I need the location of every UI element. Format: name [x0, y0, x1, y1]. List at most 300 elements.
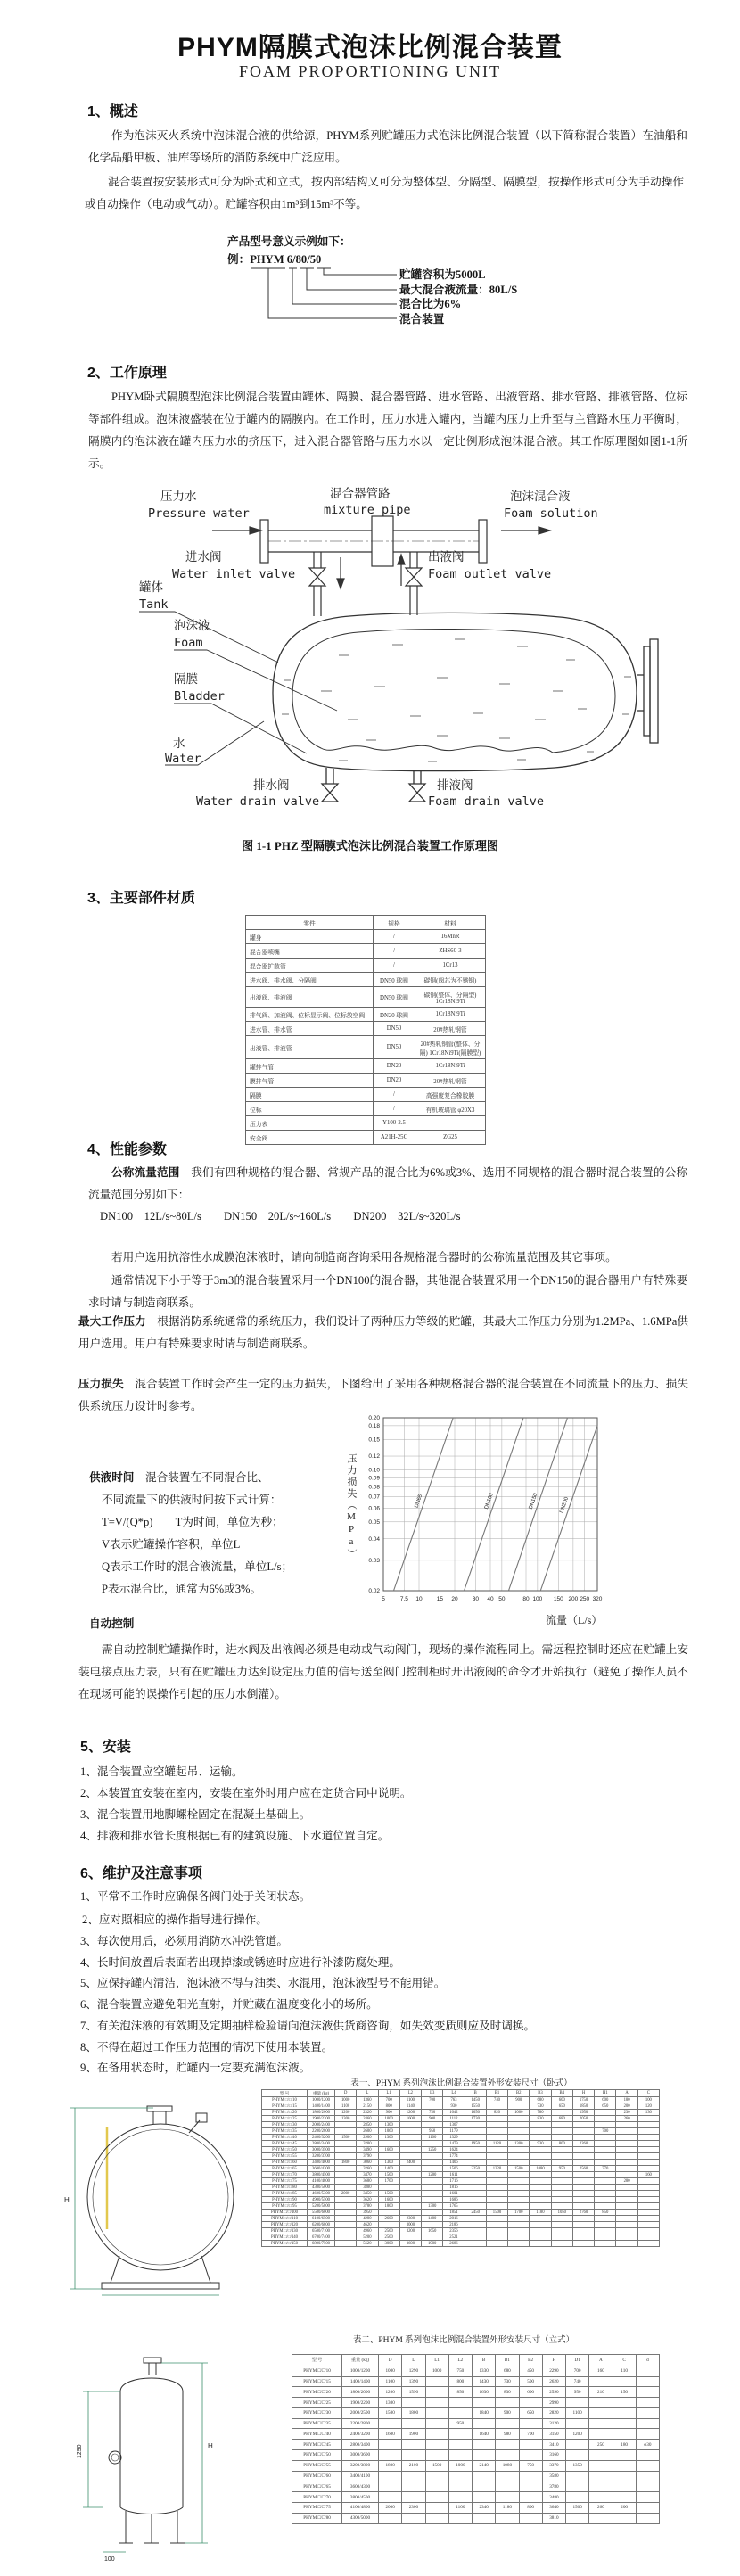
table-row	[246, 987, 486, 1008]
x-tick-label: 7.5	[399, 1596, 408, 1602]
table-cell	[551, 2110, 572, 2116]
table-cell: 1900	[402, 2429, 425, 2440]
table-cell	[616, 2166, 637, 2172]
table-cell	[508, 2116, 530, 2122]
label-mixture-pipe-cn: 混合器管路	[330, 487, 391, 500]
table-cell	[613, 2407, 636, 2418]
table-cell: 2200/2800	[342, 2418, 379, 2429]
table-cell: 2760	[572, 2210, 594, 2216]
table-cell: 1360	[357, 2097, 378, 2103]
table-cell: 2000	[335, 2191, 357, 2197]
table-cell	[637, 2234, 659, 2241]
model-intro: 产品型号意义示例如下：	[227, 235, 351, 248]
table-cell: 3000	[378, 2241, 399, 2247]
table-cell: 进水阀、排水阀、分隔阀	[246, 973, 374, 987]
table-cell	[508, 2234, 530, 2241]
supply-time-line-4: Q表示工作时的混合液流量，单位L/s；	[102, 1560, 293, 1573]
table-cell: DN20	[374, 1059, 415, 1074]
table-cell	[508, 2203, 530, 2210]
table-cell	[636, 2398, 659, 2408]
table-cell	[616, 2191, 637, 2197]
table-cell: 2100	[402, 2460, 425, 2471]
table-row	[292, 2366, 660, 2376]
table-cell: DN50 球阀	[374, 973, 415, 987]
table-cell: PHYM □/□/40	[292, 2429, 342, 2440]
table-row	[292, 2376, 660, 2387]
dim-label-100: 100	[104, 2556, 115, 2563]
table-cell: 隔膜	[246, 1088, 374, 1102]
table-cell	[551, 2216, 572, 2222]
table-cell: A21H-25C	[374, 1131, 415, 1145]
table-cell	[508, 2222, 530, 2228]
table-row	[292, 2418, 660, 2429]
supply-time-line-5: P表示混合比，通常为6%或3%。	[102, 1583, 262, 1595]
table-cell: 3000/3500	[308, 2147, 335, 2153]
table-cell	[637, 2135, 659, 2141]
column-header: A	[616, 2090, 637, 2097]
table-cell	[415, 1116, 486, 1131]
table-cell: 650	[519, 2407, 542, 2418]
table-row	[262, 2116, 660, 2122]
table-cell	[595, 2135, 616, 2141]
table-cell	[551, 2228, 572, 2234]
table-cell	[636, 2502, 659, 2513]
tank-side-flange	[650, 639, 658, 743]
dim-label-h: H	[64, 2196, 70, 2204]
table-cell	[566, 2492, 589, 2503]
section-3-heading: 3、主要部件材质	[87, 891, 195, 906]
table-cell	[486, 2135, 507, 2141]
table-cell	[519, 2450, 542, 2461]
table-cell: PHYM □/□/50	[292, 2450, 342, 2461]
table-cell: PHYM □/□/140	[262, 2234, 308, 2241]
page-subtitle: FOAM PROPORTIONING UNIT	[239, 62, 501, 80]
table-cell: 4300/5000	[342, 2513, 379, 2523]
label-foam-drain-cn: 排液阀	[437, 778, 473, 792]
table-cell: 2800/3400	[308, 2141, 335, 2147]
table-cell	[465, 2241, 486, 2247]
table-cell	[473, 2481, 496, 2492]
table-cell	[613, 2481, 636, 2492]
table-cell: 1900/2200	[308, 2116, 335, 2122]
table-cell	[572, 2122, 594, 2128]
column-header: H	[572, 2090, 594, 2097]
column-header: B1	[496, 2355, 519, 2366]
section-1-paragraph-1: 作为泡沫灭火系统中泡沫混合液的供给源，PHYM系列贮罐压力式泡沫比例混合装置（以下简称混合装置）在油船和化学品船甲板、油库等场所的消防系统中广泛应用。	[88, 129, 687, 164]
table-cell	[379, 2450, 402, 2461]
table-cell	[378, 2185, 399, 2191]
table-cell: 3480	[542, 2492, 565, 2503]
table-cell: 6700/7400	[308, 2234, 335, 2241]
table-cell: 1179	[443, 2128, 465, 2135]
table-row	[246, 1131, 486, 1145]
table-row	[292, 2407, 660, 2418]
flow-range-text: 我们有四种规格的混合器、常规产品的混合比为6%或3%、选用不同规格的混合器时混合装置的公称流量范围分别如下：	[88, 1166, 688, 1201]
table-cell: 1400/1400	[342, 2376, 379, 2387]
table-cell	[572, 2197, 594, 2203]
table-cell	[496, 2398, 519, 2408]
table-cell: 6100/6500	[308, 2216, 335, 2222]
table-cell	[589, 2513, 613, 2523]
table-cell	[636, 2513, 659, 2523]
table-cell: 1700	[378, 2178, 399, 2185]
table-cell	[613, 2376, 636, 2387]
table-cell: 3260	[357, 2166, 378, 2172]
table-cell: 130	[637, 2110, 659, 2116]
series-line	[465, 1418, 524, 1591]
table-cell: 出液阀、排液阀	[246, 987, 374, 1008]
supply-time-label: 供液时间	[89, 1471, 135, 1484]
table-cell: 1500	[378, 2172, 399, 2178]
table-cell: 1500	[378, 2191, 399, 2197]
table-cell: 1500	[486, 2210, 507, 2216]
table-row	[246, 959, 486, 973]
table-cell	[486, 2228, 507, 2234]
table-cell	[425, 2387, 448, 2398]
table-cell	[422, 2122, 443, 2128]
table-cell	[519, 2440, 542, 2450]
table-cell: 1Cr13	[415, 959, 486, 973]
table-cell: 1000/1200	[308, 2097, 335, 2103]
table-cell	[473, 2471, 496, 2481]
table-cell	[572, 2172, 594, 2178]
table-row	[262, 2210, 660, 2216]
table-cell: 1042	[443, 2110, 465, 2116]
table-cell	[636, 2492, 659, 2503]
table-cell: 980	[496, 2429, 519, 2440]
table-cell: PHYM □/□/90	[262, 2197, 308, 2203]
table-cell	[508, 2128, 530, 2135]
table-cell: 2600	[378, 2216, 399, 2222]
table-cell: 2260	[572, 2141, 594, 2147]
table-row	[262, 2203, 660, 2210]
table-cell: 1Cr18Ni9Ti	[415, 1008, 486, 1022]
table-cell	[486, 2216, 507, 2222]
table-cell: PHYM □/□/10	[292, 2366, 342, 2376]
x-tick-label: 80	[522, 1596, 530, 1602]
table-cell	[572, 2234, 594, 2241]
table-cell: 3680	[357, 2178, 378, 2185]
table-row	[292, 2513, 660, 2523]
table-cell	[572, 2203, 594, 2210]
table-cell: 3160	[542, 2450, 565, 2461]
table-cell	[530, 2172, 551, 2178]
table-cell: 700	[378, 2097, 399, 2103]
y-tick-label: 0.03	[368, 1558, 380, 1565]
table-cell: 碳钢(整体、分隔型) 1Cr18Ni9Ti	[415, 987, 486, 1008]
table-cell: DN20 球阀	[374, 1008, 415, 1022]
table-cell: 4960	[357, 2228, 378, 2234]
table-cell: 1730	[465, 2116, 486, 2122]
table-cell: PHYM □/□/100	[262, 2210, 308, 2216]
table-cell	[551, 2178, 572, 2185]
table-cell: 罐身	[246, 930, 374, 944]
table-cell	[378, 2222, 399, 2228]
table-cell	[572, 2135, 594, 2141]
table-cell: 位标	[246, 1102, 374, 1116]
table-cell: 2450	[465, 2210, 486, 2216]
column-header: L2	[399, 2090, 421, 2097]
table-cell	[379, 2471, 402, 2481]
table-row	[262, 2110, 660, 2116]
table-cell	[636, 2376, 659, 2387]
table-cell: 1640	[473, 2429, 496, 2440]
table-cell: 20#热轧钢管	[415, 1074, 486, 1088]
table-cell: 2290	[542, 2366, 565, 2376]
table-cell	[637, 2222, 659, 2228]
table-cell: PHYM □/□/120	[262, 2222, 308, 2228]
table-cell: 混合器扩散管	[246, 959, 374, 973]
foam-outlet-valve-symbol	[406, 568, 422, 586]
table-cell	[637, 2160, 659, 2166]
table-cell: 2460	[357, 2116, 378, 2122]
label-inlet-valve-cn: 进水阀	[185, 550, 222, 564]
table-cell: 700	[566, 2366, 589, 2376]
column-header: L1	[378, 2090, 399, 2097]
table-cell: 2356	[443, 2228, 465, 2234]
table-cell: 160	[589, 2366, 613, 2376]
table-cell: 2820	[542, 2407, 565, 2418]
table-cell	[399, 2147, 421, 2153]
table-row	[262, 2191, 660, 2197]
table-cell: 4300/5000	[308, 2185, 335, 2191]
column-header: D	[379, 2355, 402, 2366]
x-tick-label: 30	[472, 1596, 480, 1602]
table-cell	[551, 2160, 572, 2166]
table-cell	[616, 2141, 637, 2147]
table-cell: 1500	[566, 2502, 589, 2513]
table-cell: 5500/6000	[308, 2210, 335, 2216]
table-cell	[473, 2418, 496, 2429]
table-cell: 2400/3200	[342, 2429, 379, 2440]
table-cell: 3490	[357, 2147, 378, 2153]
table-cell	[402, 2481, 425, 2492]
table-cell: 1400	[422, 2216, 443, 2222]
table-cell: 1060	[378, 2128, 399, 2135]
table-cell	[486, 2191, 507, 2197]
table-row	[262, 2166, 660, 2172]
table-cell: 3600/4300	[342, 2481, 379, 2492]
table-cell: 1000	[335, 2097, 357, 2103]
table-cell: 1765	[443, 2203, 465, 2210]
table-cell: 1329	[443, 2135, 465, 2141]
label-water-en: Water	[165, 752, 201, 766]
table-cell	[519, 2398, 542, 2408]
table-cell: 1080	[530, 2166, 551, 2172]
flow-arrow-in	[250, 527, 261, 534]
label-water-drain-en: Water drain valve	[196, 794, 320, 809]
table-cell	[519, 2492, 542, 2503]
table-cell: PHYM □/□/30	[262, 2122, 308, 2128]
label-water-cn: 水	[173, 737, 185, 750]
section-4-heading: 4、性能参数	[87, 1142, 167, 1157]
table-cell	[473, 2492, 496, 2503]
table-cell	[589, 2450, 613, 2461]
table-cell: 800	[551, 2141, 572, 2147]
table-cell: PHYM □/□/30	[292, 2407, 342, 2418]
table-cell	[595, 2160, 616, 2166]
table-cell	[486, 2185, 507, 2191]
table-cell	[595, 2116, 616, 2122]
table-cell: 1450	[465, 2097, 486, 2103]
table-cell	[637, 2147, 659, 2153]
table-cell: 1500	[379, 2407, 402, 2418]
table-cell	[551, 2153, 572, 2160]
table-cell: 1100	[379, 2376, 402, 2387]
table-cell	[589, 2418, 613, 2429]
table-cell: 600	[551, 2097, 572, 2103]
table-cell	[508, 2122, 530, 2128]
table-cell	[425, 2513, 448, 2523]
supply-time-line-1: 不同流量下的供液时间按下式计算：	[102, 1494, 282, 1506]
table-cell	[530, 2128, 551, 2135]
table-cell: 680	[530, 2097, 551, 2103]
column-header: 规格	[374, 916, 415, 930]
table-cell: 3410	[542, 2440, 565, 2450]
table-cell	[595, 2178, 616, 2185]
table-cell: 2150	[357, 2103, 378, 2110]
section-1-paragraph-2: 混合装置按安装形式可分为卧式和立式，按内部结构又可分为整体型、分隔型、隔膜型，按操作形式可分为手动操作或自动操作（电动或气动）。贮罐容积由1m³到15m³不等。	[85, 176, 684, 210]
table-row	[246, 1102, 486, 1116]
column-header: C	[637, 2090, 659, 2097]
column-header: L2	[448, 2355, 472, 2366]
table-cell: PHYM □/□/45	[262, 2141, 308, 2147]
table-cell	[473, 2513, 496, 2523]
table-cell: 730	[530, 2103, 551, 2110]
table-cell	[519, 2471, 542, 2481]
y-tick-label: 0.07	[368, 1494, 380, 1501]
table-cell: 2140	[473, 2460, 496, 2471]
maint-item-5: 5、应保持罐内清洁，泡沫液不得与油类、水混用，泡沫液型号不能用错。	[80, 1977, 446, 1989]
table-cell	[636, 2387, 659, 2398]
model-label-volume: 贮罐容积为5000L	[399, 268, 486, 281]
table-cell	[595, 2216, 616, 2222]
table-cell: 6500/7100	[308, 2228, 335, 2234]
table-row	[246, 944, 486, 959]
flow-range-values: DN100 12L/s~80L/s DN150 20L/s~160L/s DN200 32L/s~320L/s	[100, 1210, 461, 1222]
table-cell: 3200	[399, 2228, 421, 2234]
table-row	[262, 2147, 660, 2153]
table-cell: φ30	[636, 2440, 659, 2450]
table-cell	[566, 2440, 589, 2450]
table-cell	[508, 2197, 530, 2203]
table-cell	[496, 2513, 519, 2523]
series-line	[508, 1418, 567, 1591]
table-cell: 膜排气管	[246, 1074, 374, 1088]
table-cell	[572, 2228, 594, 2234]
table-cell: 1774	[443, 2153, 465, 2160]
label-foam-drain-en: Foam drain valve	[428, 794, 545, 809]
x-tick-label: 100	[532, 1596, 543, 1602]
table-cell	[335, 2166, 357, 2172]
pressure-loss-chart	[317, 1407, 673, 1630]
column-header: L	[357, 2090, 378, 2097]
table-cell: 1750	[572, 2097, 594, 2103]
table-cell: PHYM □/□/45	[292, 2440, 342, 2450]
table-cell	[616, 2228, 637, 2234]
table-cell: 1000	[508, 2110, 530, 2116]
table-cell: 1300	[379, 2398, 402, 2408]
table-row	[262, 2228, 660, 2234]
table-row	[262, 2153, 660, 2160]
table-cell	[448, 2481, 472, 2492]
table-cell: 1000	[425, 2366, 448, 2376]
table-cell: 4100/4800	[342, 2502, 379, 2513]
table-row	[262, 2216, 660, 2222]
table-cell: 1600	[378, 2147, 399, 2153]
table-cell	[636, 2471, 659, 2481]
table-cell: 2016	[443, 2216, 465, 2222]
table-cell: 1500	[335, 2135, 357, 2141]
table-cell	[448, 2492, 472, 2503]
table-cell: 出液管、排液管	[246, 1036, 374, 1059]
x-tick-label: 15	[436, 1596, 444, 1602]
table-cell: 1800	[378, 2203, 399, 2210]
table-cell	[465, 2222, 486, 2228]
table-cell	[425, 2418, 448, 2429]
table-cell: 4620	[357, 2222, 378, 2228]
table-cell	[335, 2128, 357, 2135]
table-cell	[486, 2172, 507, 2178]
table-cell: 210	[589, 2387, 613, 2398]
table-cell	[637, 2185, 659, 2191]
table-cell	[422, 2103, 443, 2110]
table-cell	[425, 2398, 448, 2408]
table-cell	[637, 2203, 659, 2210]
table-cell: DN50	[374, 1036, 415, 1059]
table-cell: /	[374, 930, 415, 944]
table-cell: 3450	[357, 2191, 378, 2197]
table-cell: PHYM □/□/80	[292, 2513, 342, 2523]
table-row	[262, 2241, 660, 2247]
arrow-up-icon	[398, 555, 405, 564]
table-cell	[399, 2185, 421, 2191]
table-cell: PHYM □/□/25	[262, 2116, 308, 2122]
table-cell	[530, 2135, 551, 2141]
table-cell	[425, 2450, 448, 2461]
table-cell	[613, 2492, 636, 2503]
table-row	[246, 1116, 486, 1131]
table-row	[246, 1036, 486, 1059]
table-cell: 850	[595, 2210, 616, 2216]
table-cell	[508, 2172, 530, 2178]
table-row	[262, 2197, 660, 2203]
table-cell: 1200	[379, 2387, 402, 2398]
table-cell	[636, 2460, 659, 2471]
y-tick-label: 0.12	[368, 1453, 380, 1461]
table-cell: 进水管、排水管	[246, 1022, 374, 1036]
table-cell: 1080	[496, 2460, 519, 2471]
pressure-loss-text: 混合装置工作时会产生一定的压力损失，下图给出了采用各种规格混合器的混合装置在不同流量下的压力、损失供系统压力设计时参考。	[78, 1378, 689, 1412]
table-cell	[473, 2398, 496, 2408]
table-cell: 260	[616, 2116, 637, 2122]
table-cell	[422, 2191, 443, 2197]
table-row	[262, 2103, 660, 2110]
table-cell: 180	[613, 2440, 636, 2450]
table-cell: 1307	[443, 2122, 465, 2128]
table-cell	[402, 2450, 425, 2461]
table-cell: 1500	[425, 2460, 448, 2471]
label-foam-solution-cn: 泡沫混合液	[510, 490, 571, 503]
column-header: L3	[422, 2090, 443, 2097]
table-cell	[465, 2191, 486, 2197]
table-cell	[589, 2492, 613, 2503]
table-cell	[379, 2481, 402, 2492]
table-cell	[530, 2222, 551, 2228]
table-cell: Y100-2.5	[374, 1116, 415, 1131]
table-cell	[616, 2197, 637, 2203]
table-cell: 280	[616, 2178, 637, 2185]
